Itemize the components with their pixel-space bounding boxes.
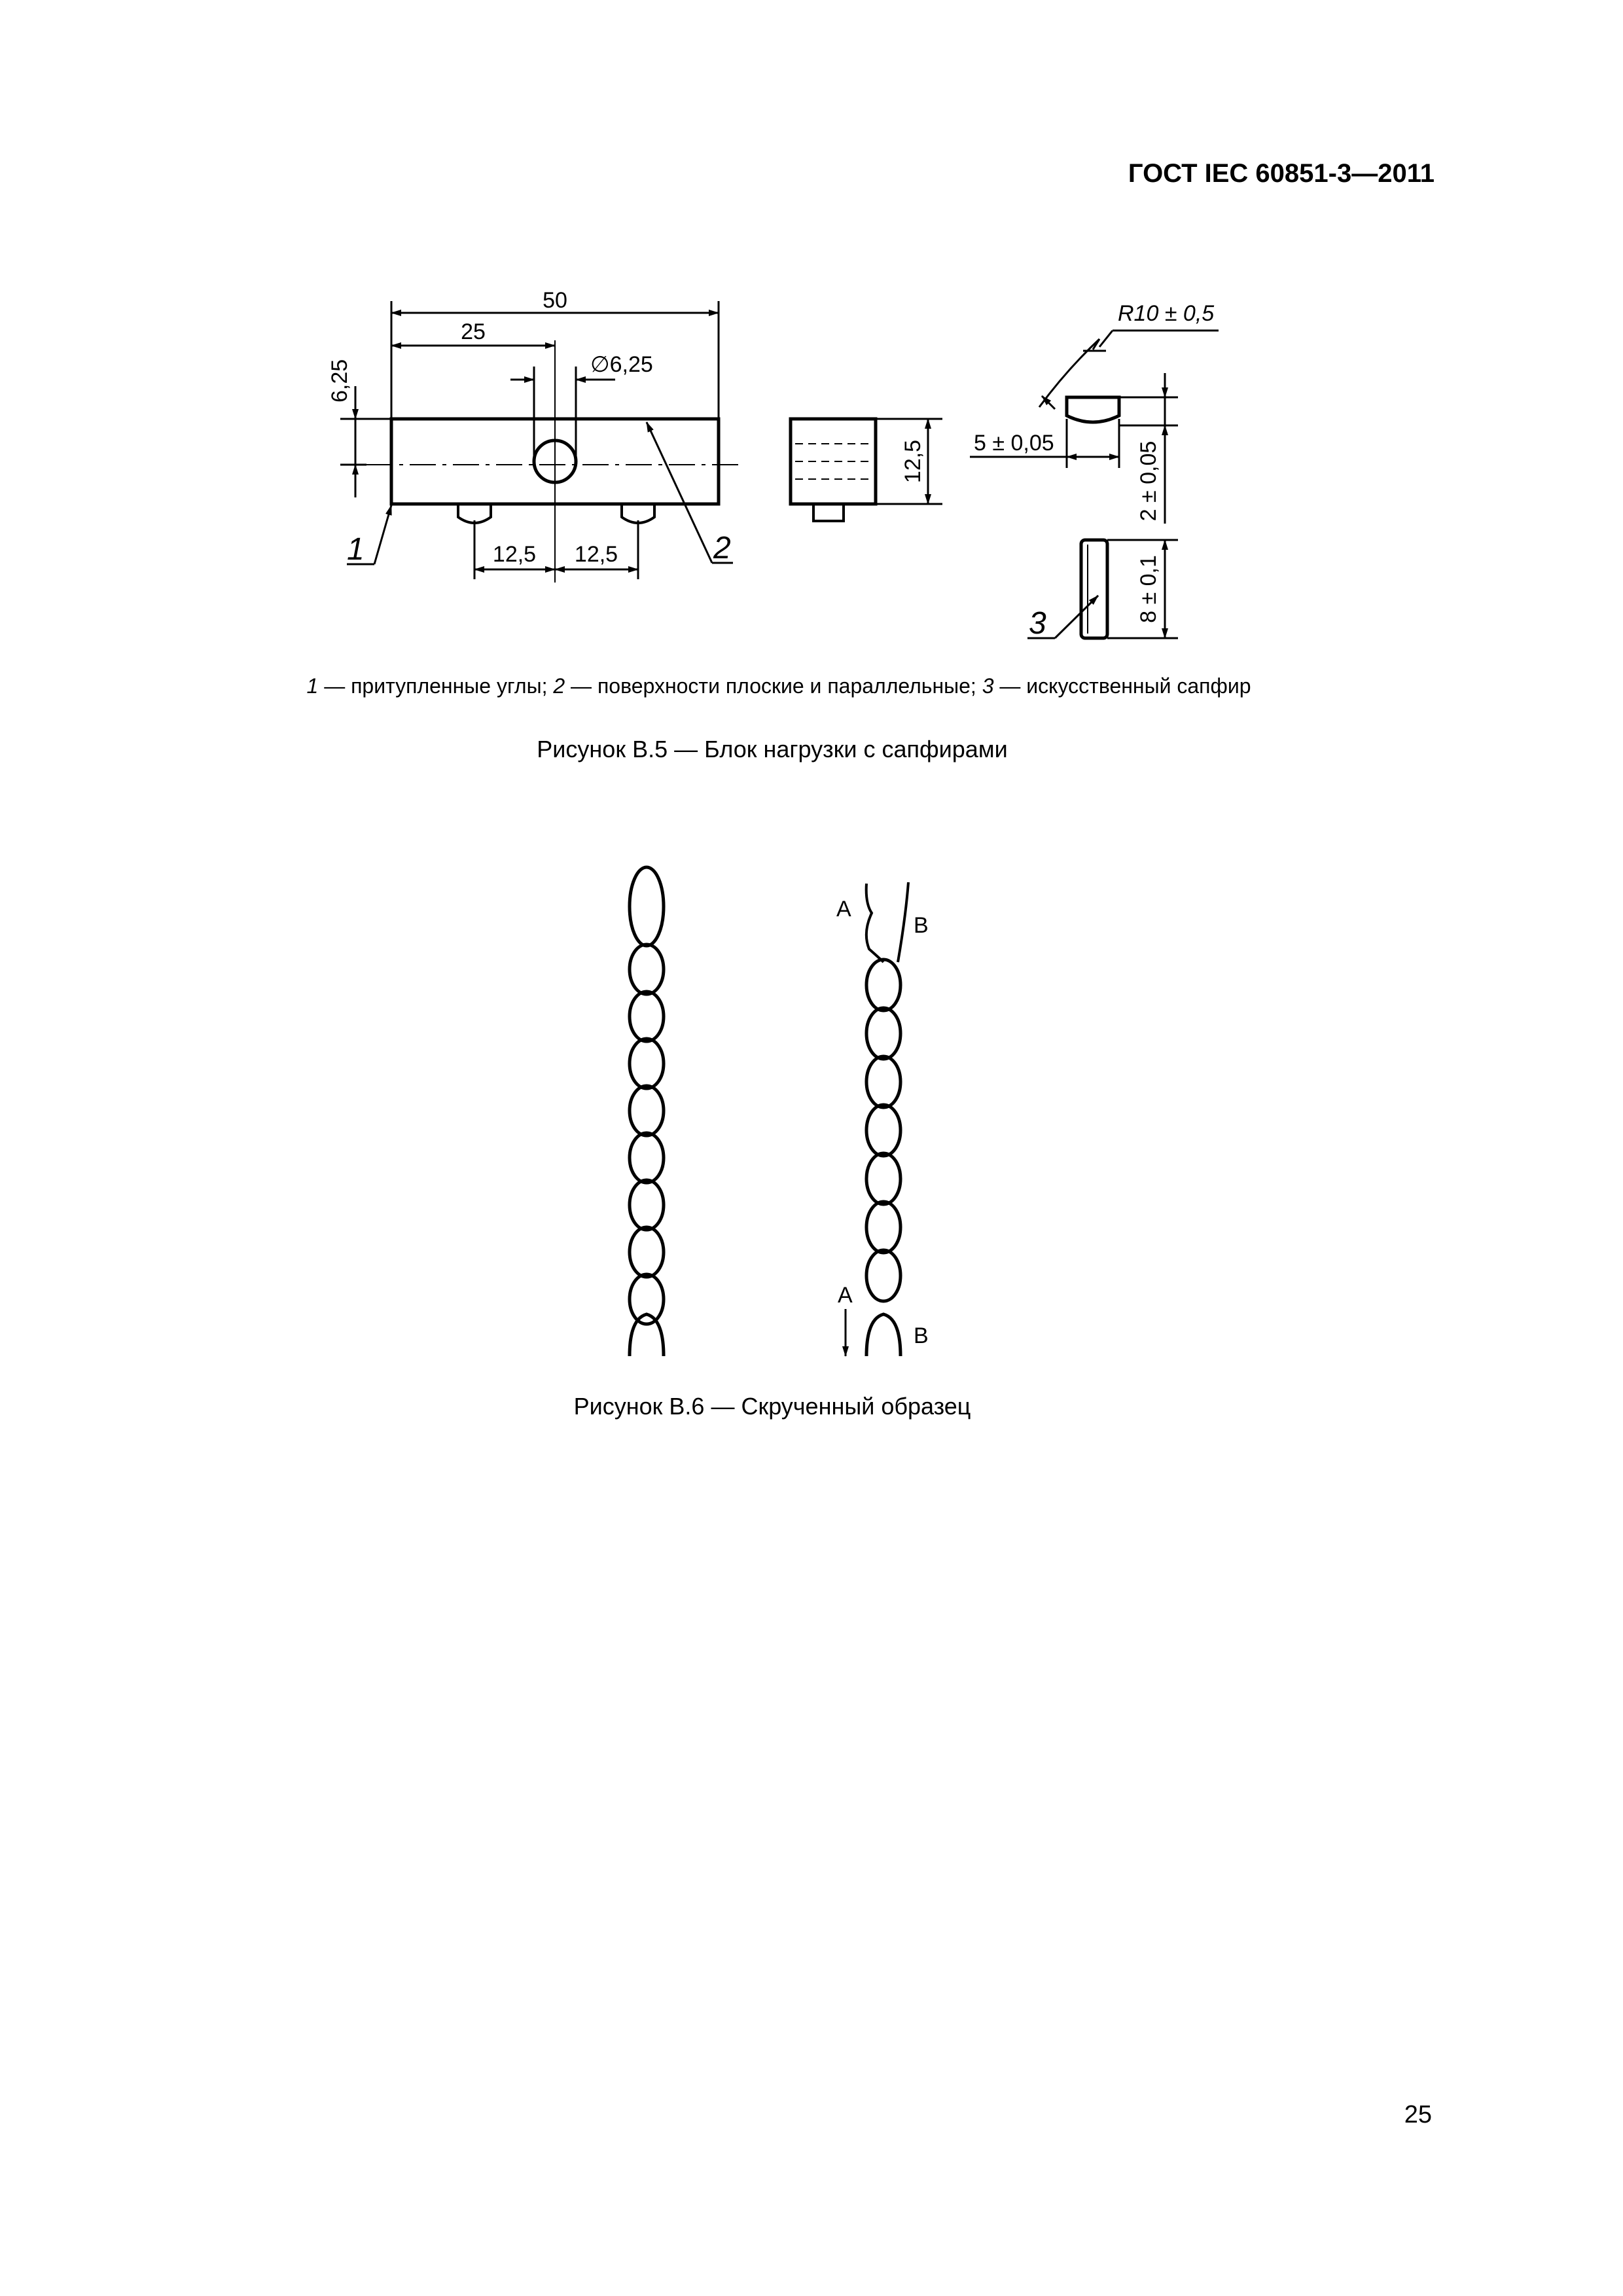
legend-text-3: — искусственный сапфир bbox=[993, 674, 1251, 698]
right-top-wire-b bbox=[898, 882, 908, 962]
label-a-top: A bbox=[836, 897, 851, 922]
dim-25: 25 bbox=[461, 319, 486, 344]
dim-12-5-left: 12,5 bbox=[492, 542, 537, 567]
twist-loop bbox=[866, 960, 901, 1011]
legend-text-2: — поверхности плоские и параллельные; bbox=[565, 674, 982, 698]
dim-side-height: 12,5 bbox=[901, 439, 925, 484]
side-pin bbox=[813, 504, 844, 521]
sapphire-top bbox=[1067, 397, 1119, 422]
standard-header: ГОСТ IEC 60851-3—2011 bbox=[1128, 159, 1435, 188]
twist-loop bbox=[866, 1153, 901, 1204]
figure-b5-caption: Рисунок В.5 — Блок нагрузки с сапфирами bbox=[537, 736, 1008, 762]
twist-loop bbox=[630, 1274, 664, 1324]
left-tail bbox=[630, 1314, 664, 1356]
dim-hole-diameter: ∅6,25 bbox=[590, 352, 653, 377]
twist-loop bbox=[866, 1105, 901, 1156]
figure-b5-legend bbox=[0, 674, 1558, 698]
twist-loop bbox=[866, 1202, 901, 1253]
page-number: 25 bbox=[1404, 2101, 1432, 2128]
legend-num-1: 1 bbox=[306, 674, 319, 698]
pin-left bbox=[458, 504, 491, 523]
twist-loop bbox=[866, 1008, 901, 1059]
label-b-top: B bbox=[914, 913, 929, 938]
label-a-bottom: A bbox=[838, 1283, 853, 1308]
dim-12-5-right: 12,5 bbox=[574, 542, 618, 567]
twist-loop bbox=[630, 1133, 664, 1183]
twist-loop bbox=[630, 1086, 664, 1136]
callout-1: 1 bbox=[347, 532, 365, 567]
legend-num-3: 3 bbox=[982, 674, 994, 698]
twist-loop bbox=[630, 1039, 664, 1088]
pin-right bbox=[622, 504, 654, 523]
dim-50: 50 bbox=[543, 288, 567, 313]
dim-radius: R10 ± 0,5 bbox=[1118, 301, 1215, 326]
legend-num-2: 2 bbox=[553, 674, 565, 698]
twist-loop bbox=[630, 1227, 664, 1277]
figure-b5-drawing bbox=[0, 0, 1623, 661]
twist-loop bbox=[630, 1180, 664, 1230]
dim-sapphire-height: 2 ± 0,05 bbox=[1136, 440, 1161, 522]
dim-6-25: 6,25 bbox=[327, 359, 352, 403]
twist-loop bbox=[630, 944, 664, 994]
legend-text-1: — притупленные углы; bbox=[318, 674, 554, 698]
right-tail bbox=[866, 1314, 901, 1356]
figure-b6-caption: Рисунок В.6 — Скрученный образец bbox=[573, 1393, 971, 1420]
figure-b6-drawing bbox=[0, 851, 1623, 1374]
right-top-wire-a bbox=[866, 884, 883, 962]
label-b-bottom: B bbox=[914, 1323, 929, 1348]
callout-2: 2 bbox=[713, 531, 731, 565]
dim-sapphire-length: 8 ± 0,1 bbox=[1136, 555, 1161, 623]
twist-loop bbox=[630, 992, 664, 1041]
sapphire-side bbox=[1081, 540, 1107, 638]
twist-loop bbox=[866, 1056, 901, 1107]
twist-loop bbox=[866, 1250, 901, 1301]
dim-sapphire-width: 5 ± 0,05 bbox=[974, 431, 1054, 456]
callout-3: 3 bbox=[1029, 606, 1046, 641]
